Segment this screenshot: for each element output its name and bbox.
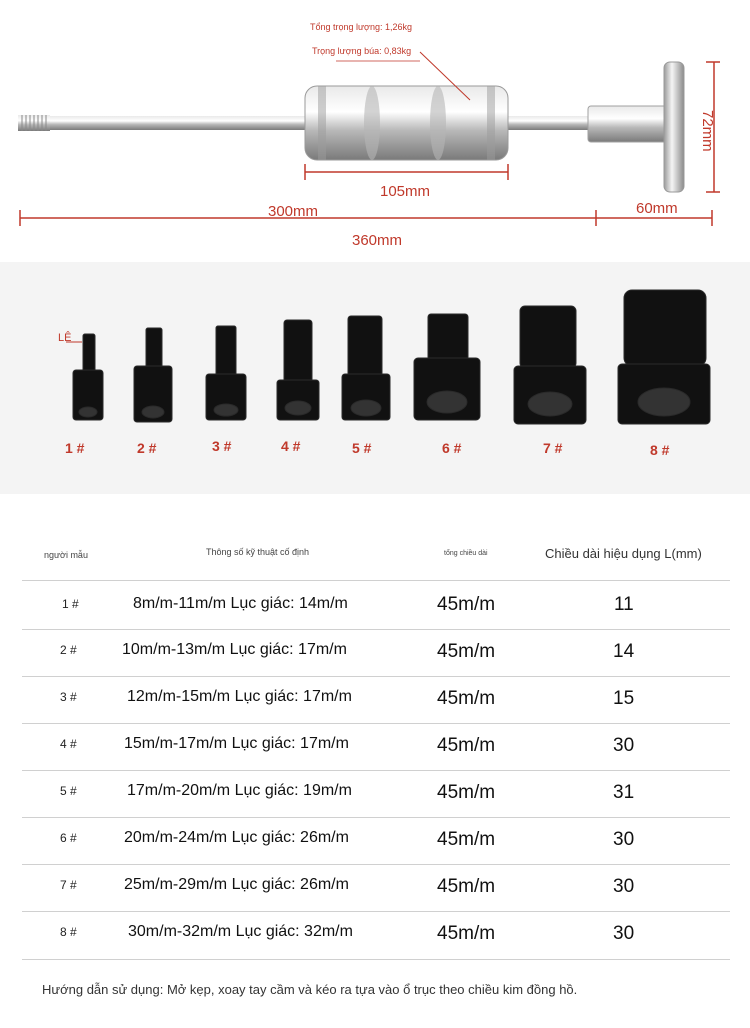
- total-weight-label: Tổng trọng lượng: 1,26kg: [310, 22, 412, 32]
- row-7-spec: 25m/m-29m/m Lục giác: 26m/m: [124, 876, 349, 893]
- table-divider: [22, 676, 730, 677]
- row-1-total: 45m/m: [437, 594, 496, 615]
- row-2-total: 45m/m: [437, 641, 496, 662]
- table-divider: [22, 723, 730, 724]
- tip-label: LÊ: [58, 332, 72, 344]
- adapter-label-6: 6 #: [442, 440, 462, 456]
- row-4-spec: 15m/m-17m/m Lục giác: 17m/m: [124, 735, 349, 752]
- row-8-model: 8 #: [60, 925, 77, 939]
- table-divider: [22, 911, 730, 912]
- hammer-weight-label: Trọng lượng búa: 0,83kg: [312, 46, 412, 56]
- row-2-effective: 14: [613, 641, 635, 662]
- row-5-spec: 17m/m-20m/m Lục giác: 19m/m: [127, 782, 352, 799]
- row-8-total: 45m/m: [437, 923, 496, 944]
- row-8-effective: 30: [613, 923, 635, 944]
- adapter-label-2: 2 #: [137, 440, 157, 456]
- row-2-spec: 10m/m-13m/m Lục giác: 17m/m: [122, 641, 347, 658]
- row-4-model: 4 #: [60, 737, 77, 751]
- table-divider: [22, 629, 730, 630]
- usage-instructions: Hướng dẫn sử dụng: Mở kẹp, xoay tay cầm và kéo ra tựa vào ổ trục theo chiều kim đồng hồ.: [42, 982, 578, 997]
- row-2-model: 2 #: [60, 643, 77, 657]
- header-model: người mẫu: [44, 550, 88, 560]
- row-4-total: 45m/m: [437, 735, 496, 756]
- row-5-model: 5 #: [60, 784, 77, 798]
- adapter-label-3: 3 #: [212, 438, 232, 454]
- row-6-spec: 20m/m-24m/m Lục giác: 26m/m: [124, 829, 349, 846]
- adapter-label-1: 1 #: [65, 440, 85, 456]
- adapter-label-7: 7 #: [543, 440, 563, 456]
- handle-length-label: 60mm: [636, 200, 678, 217]
- header-spec: Thông số kỹ thuật cố định: [206, 547, 310, 557]
- row-7-total: 45m/m: [437, 876, 496, 897]
- table-divider: [22, 770, 730, 771]
- hammer-length-label: 105mm: [380, 183, 431, 200]
- adapter-label-5: 5 #: [352, 440, 372, 456]
- header-effective-length: Chiều dài hiệu dụng L(mm): [545, 546, 702, 561]
- row-4-effective: 30: [613, 735, 635, 756]
- slide-hammer-illustration: [0, 0, 750, 260]
- row-1-spec: 8m/m-11m/m Lục giác: 14m/m: [133, 595, 348, 612]
- slide-hammer-drawing: [0, 0, 750, 260]
- row-6-total: 45m/m: [437, 829, 496, 850]
- adapter-label-8: 8 #: [650, 442, 670, 458]
- row-7-effective: 30: [613, 876, 635, 897]
- row-6-effective: 30: [613, 829, 635, 850]
- row-3-spec: 12m/m-15m/m Lục giác: 17m/m: [127, 688, 352, 705]
- table-divider: [22, 864, 730, 865]
- row-5-effective: 31: [613, 782, 635, 803]
- adapter-collets-drawing: [0, 262, 750, 494]
- table-divider: [22, 959, 730, 960]
- adapter-collets-band: [0, 262, 750, 494]
- row-1-effective: 11: [614, 594, 634, 615]
- row-7-model: 7 #: [60, 878, 77, 892]
- row-5-total: 45m/m: [437, 782, 496, 803]
- row-3-effective: 15: [613, 688, 635, 709]
- table-divider: [22, 580, 730, 581]
- total-length-label: 360mm: [352, 232, 403, 249]
- height-label: 72mm: [699, 110, 716, 152]
- adapter-label-4: 4 #: [281, 438, 301, 454]
- row-1-model: 1 #: [62, 597, 79, 611]
- shaft-length-label: 300mm: [268, 203, 319, 220]
- row-3-model: 3 #: [60, 690, 77, 704]
- table-divider: [22, 817, 730, 818]
- header-total-length: tổng chiều dài: [444, 550, 488, 557]
- row-8-spec: 30m/m-32m/m Lục giác: 32m/m: [128, 923, 353, 940]
- row-3-total: 45m/m: [437, 688, 496, 709]
- row-6-model: 6 #: [60, 831, 77, 845]
